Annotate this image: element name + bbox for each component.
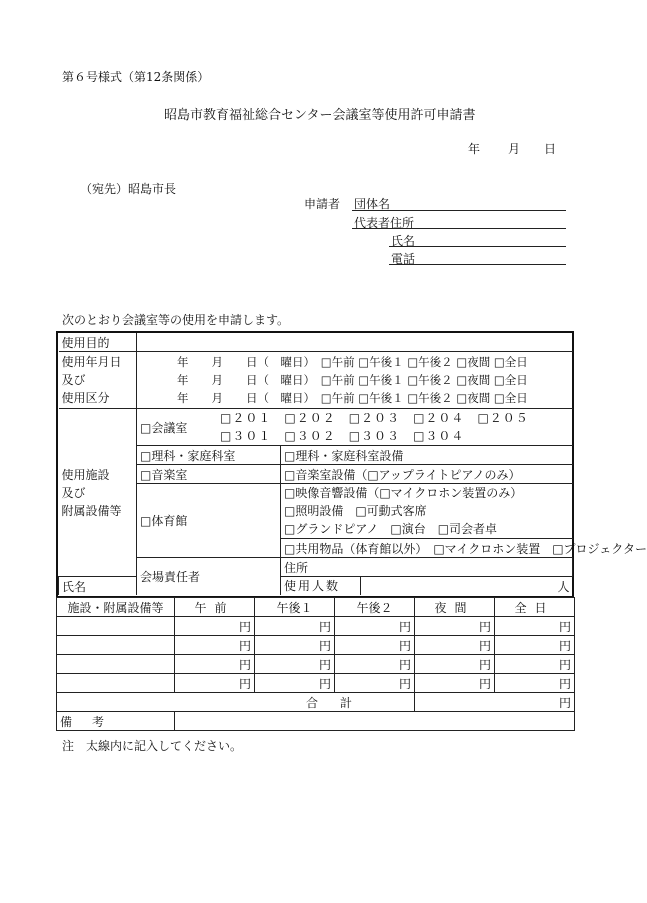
fee-row[interactable]: 円 円 円 円 円 [57,636,575,655]
applicant-org: 団体名 [354,197,391,211]
rep-address-field[interactable] [352,228,566,229]
main-form-box [56,331,647,598]
science-room-checkbox[interactable]: □理科・家庭科室 [137,446,281,465]
period-row[interactable]: 年 月 日（ 曜日） □午前 □午後１ □午後２ □夜間 □全日 [177,373,528,387]
applicant-label: 申請者 [304,197,341,211]
applicant-rep: 代表者住所 [354,216,415,230]
period-row[interactable]: 年 月 日（ 曜日） □午前 □午後１ □午後２ □夜間 □全日 [177,391,528,405]
science-equipment-checkbox[interactable]: □理科・家庭科室設備 [281,446,573,465]
manager-address[interactable]: 住所 [281,558,573,577]
fee-header-row: 施設・附属設備等 午前 午後１ 午後２ 夜間 全日 [57,598,575,617]
rooms-row-1[interactable]: □２０１ □２０２ □２０３ □２０４ □２０５ [220,411,529,425]
date-month: 月 [508,142,521,156]
form-number: 第６号様式（第12条関係） [62,70,210,84]
rooms-row-2[interactable]: □３０１ □３０２ □３０３ □３０４ [220,429,465,443]
people-count-field[interactable]: 人 [557,579,570,594]
people-count-label: 使用人数 [281,577,361,595]
music-room-checkbox[interactable]: □音楽室 [137,465,281,484]
fee-row[interactable]: 円 円 円 円 円 [57,617,575,636]
facility-label-1: 使用施設 [61,467,110,482]
music-equipment-checkbox[interactable]: □音楽室設備（□アップライトピアノのみ） [281,465,573,484]
conference-room-checkbox[interactable]: □会議室 [140,420,188,435]
fee-total-row[interactable] [57,693,575,712]
facility-label-2: 及び [61,485,86,500]
date-year: 年 [468,142,481,156]
period-label-1: 使用年月日 [61,355,122,369]
period-label-2: 及び [61,373,86,387]
gym-checkbox[interactable]: □体育館 [137,484,281,558]
manager-label: 会場責任者 [137,558,281,596]
total-value[interactable]: 円 [415,693,575,712]
gym-equipment-2[interactable]: □照明設備 □可動式客席 [284,504,427,518]
purpose-label: 使用目的 [61,335,110,350]
applicant-phone: 電話 [391,252,416,266]
applicant-name: 氏名 [391,234,416,248]
period-label-3: 使用区分 [61,391,110,405]
footnote: 注 太線内に記入してください。 [62,739,243,753]
name-field[interactable] [389,246,566,247]
intro-text: 次のとおり会議室等の使用を申請します。 [62,313,290,327]
page-title: 昭島市教育福祉総合センター会議室等使用許可申請書 [164,108,476,123]
date-day: 日 [544,142,557,156]
remarks-label: 備考 [57,712,175,731]
period-rows[interactable] [137,352,573,409]
period-row[interactable]: 年 月 日（ 曜日） □午前 □午後１ □午後２ □夜間 □全日 [177,355,528,369]
phone-field[interactable] [389,264,566,265]
addressee: （宛先）昭島市長 [80,182,177,196]
manager-name[interactable]: 氏名 [59,577,137,596]
remarks-row[interactable] [57,712,575,731]
common-items-row[interactable]: □共用物品（体育館以外） □マイクロホン装置 □プロジェクター [281,539,573,558]
purpose-field[interactable] [137,333,573,352]
remarks-field[interactable] [175,712,575,731]
total-label: 合計 [57,693,415,712]
gym-equipment-1[interactable]: □映像音響設備（□マイクロホン装置のみ） [284,486,523,500]
org-field[interactable] [352,210,566,211]
facility-label-3: 附属設備等 [61,503,122,518]
fee-row[interactable]: 円 円 円 円 円 [57,674,575,693]
fee-table [56,597,575,731]
gym-equipment-3[interactable]: □グランドピアノ □演台 □司会者卓 [284,522,498,536]
fee-row[interactable]: 円 円 円 円 円 [57,655,575,674]
